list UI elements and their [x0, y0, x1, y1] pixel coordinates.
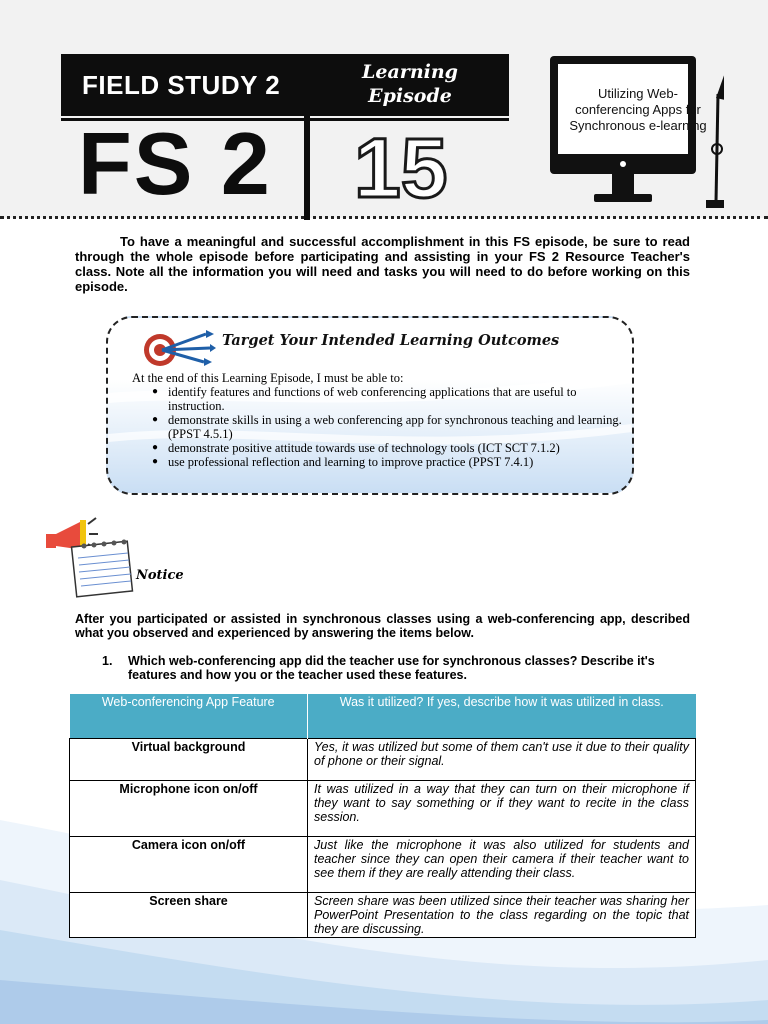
question-number: 1. — [102, 654, 113, 668]
notice-label: Notice — [136, 568, 184, 583]
feature-cell: Screen share — [70, 892, 308, 937]
banner-title: FIELD STUDY 2 — [82, 70, 281, 100]
episode-label-line2: Episode — [368, 85, 452, 107]
feature-cell: Microphone icon on/off — [70, 780, 308, 836]
intro-paragraph: To have a meaningful and successful accomplishment in this FS episode, be sure to read through the whole episode before participating and assisting in your FS 2 Resource Teacher's class. Note all the information you will need and tasks you will need to do before working on this episode. — [75, 234, 690, 294]
dartboard-icon — [140, 326, 216, 368]
description-cell: It was utilized in a way that they can turn on their microphone if they want to say something or if they want to recite in the class session. — [308, 780, 696, 836]
outcome-item: ● identify features and functions of web conferencing applications that are useful to instruction. — [152, 385, 622, 413]
feature-cell: Camera icon on/off — [70, 836, 308, 892]
monitor-lamp-icon — [548, 54, 724, 218]
episode-label — [340, 60, 480, 108]
course-code: FS 2 — [78, 114, 272, 213]
description-cell: Screen share was been utilized since their teacher was sharing her PowerPoint Presentation to the class regarding on the topic that they are discussing. — [308, 892, 696, 937]
topic-title: Utilizing Web-conferencing Apps for Synchronous e-learning — [569, 86, 707, 133]
feature-cell: Virtual background — [70, 738, 308, 780]
outcome-item: ● use professional reflection and learning to improve practice (PPST 7.4.1) — [152, 455, 622, 469]
description-cell: Yes, it was utilized but some of them can't use it due to their quality of phone or their signal. — [308, 738, 696, 780]
column-header: Was it utilized? If yes, describe how it was utilized in class. — [308, 694, 696, 738]
episode-number: 15 — [354, 121, 448, 215]
column-header: Web-conferencing App Feature — [70, 694, 308, 738]
features-table — [69, 694, 696, 938]
outcomes-title: Target Your Intended Learning Outcomes — [222, 332, 560, 349]
table-header-row — [70, 694, 696, 738]
table-row — [70, 836, 696, 892]
table-row — [70, 892, 696, 937]
table-row — [70, 738, 696, 780]
description-cell: Just like the microphone it was also utilized for students and teacher since they can open their camera if their teacher want to see them if they are really attending their class. — [308, 836, 696, 892]
outcomes-lead: At the end of this Learning Episode, I must be able to: — [132, 371, 404, 385]
outcome-item: ● demonstrate skills in using a web conferencing app for synchronous teaching and learning. (PPST 4.5.1) — [152, 413, 622, 441]
banner-separator — [304, 116, 310, 220]
episode-label-line1: Learning — [362, 61, 458, 83]
megaphone-notepad-icon — [44, 510, 140, 598]
question-text: Which web-conferencing app did the teacher use for synchronous classes? Describe it's features and how you or the teacher used these features. — [128, 654, 655, 682]
notice-paragraph: After you participated or assisted in synchronous classes using a web-conferencing app, described what you observed and experienced by answering the items below. — [75, 612, 690, 640]
table-row — [70, 780, 696, 836]
outcomes-list — [152, 385, 622, 469]
outcome-item: ● demonstrate positive attitude towards use of technology tools (ICT SCT 7.1.2) — [152, 441, 622, 455]
